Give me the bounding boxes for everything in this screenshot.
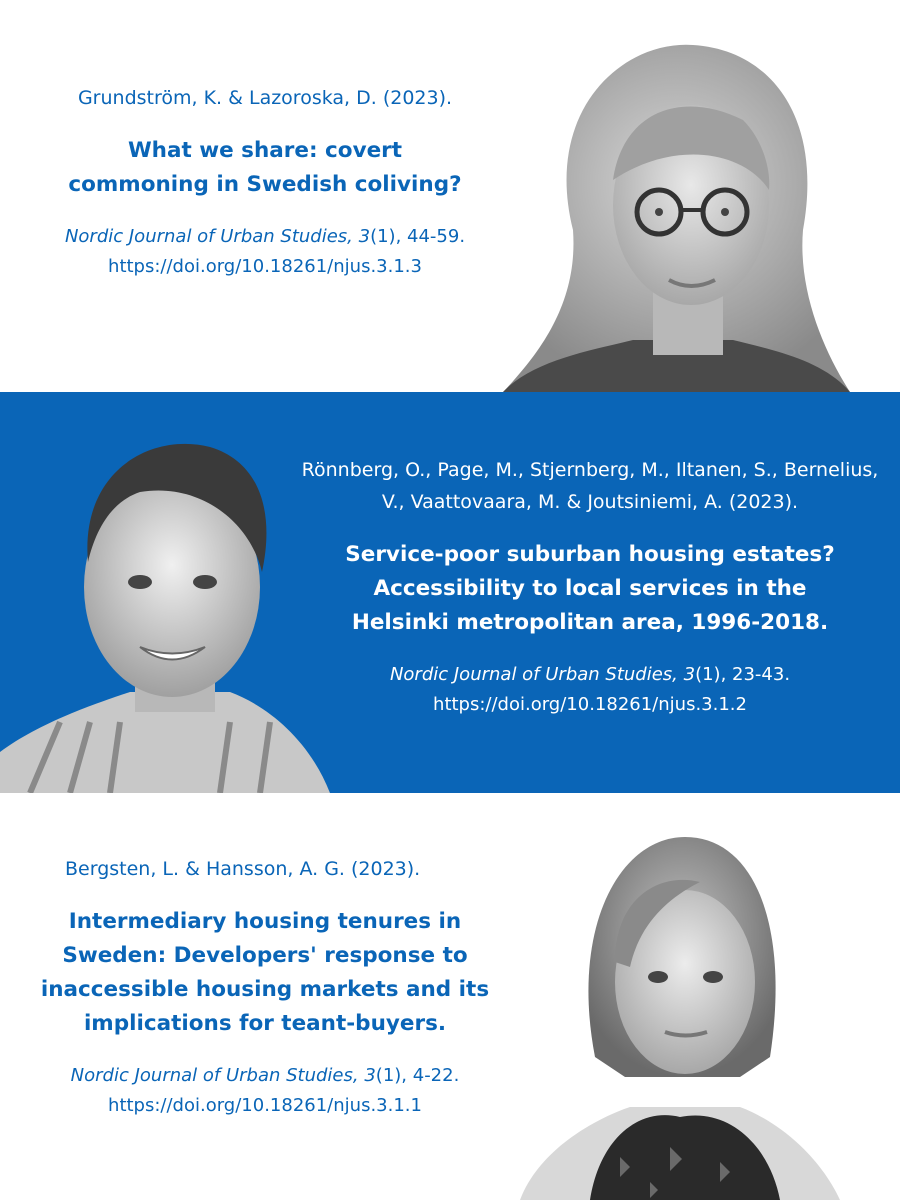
journal-issue: (1), 44-59. bbox=[370, 226, 466, 247]
article-text-2 bbox=[290, 454, 890, 720]
article-text-1 bbox=[30, 82, 500, 282]
article-text-3 bbox=[25, 853, 505, 1121]
article-title: Intermediary housing tenures in Sweden: Developers' response to inaccessible housing markets and its implications for teant-buyers. bbox=[40, 909, 490, 1036]
article-authors: Grundström, K. & Lazoroska, D. (2023). bbox=[77, 87, 453, 109]
journal-issue: (1), 4-22. bbox=[375, 1065, 460, 1086]
doi-link[interactable]: https://doi.org/10.18261/njus.3.1.3 bbox=[108, 256, 422, 277]
article-citation bbox=[30, 222, 500, 282]
article-section-2 bbox=[0, 392, 900, 793]
article-citation bbox=[290, 660, 890, 720]
article-authors: Rönnberg, O., Page, M., Stjernberg, M., Iltanen, S., Bernelius, V., Vaattovaara, M. & Joutsiniemi, A. (2023). bbox=[301, 459, 879, 513]
author-portrait-man-icon bbox=[0, 422, 330, 793]
doi-link[interactable]: https://doi.org/10.18261/njus.3.1.1 bbox=[108, 1095, 422, 1116]
article-section-1 bbox=[0, 0, 900, 392]
article-title: What we share: covert commoning in Swedish coliving? bbox=[68, 138, 462, 197]
article-section-3 bbox=[0, 793, 900, 1200]
journal-issue: (1), 23-43. bbox=[695, 664, 791, 685]
journal-name: Nordic Journal of Urban Studies, 3 bbox=[64, 226, 371, 247]
author-portrait-woman-glasses-icon bbox=[503, 30, 850, 392]
author-portrait-woman-scarf-icon bbox=[500, 827, 860, 1200]
article-authors: Bergsten, L. & Hansson, A. G. (2023). bbox=[65, 858, 421, 880]
journal-name: Nordic Journal of Urban Studies, 3 bbox=[389, 664, 696, 685]
doi-link[interactable]: https://doi.org/10.18261/njus.3.1.2 bbox=[433, 694, 747, 715]
article-title: Service-poor suburban housing estates? Accessibility to local services in the Helsinki metropolitan area, 1996-2018. bbox=[345, 542, 835, 635]
article-citation bbox=[25, 1061, 505, 1121]
journal-name: Nordic Journal of Urban Studies, 3 bbox=[70, 1065, 376, 1086]
